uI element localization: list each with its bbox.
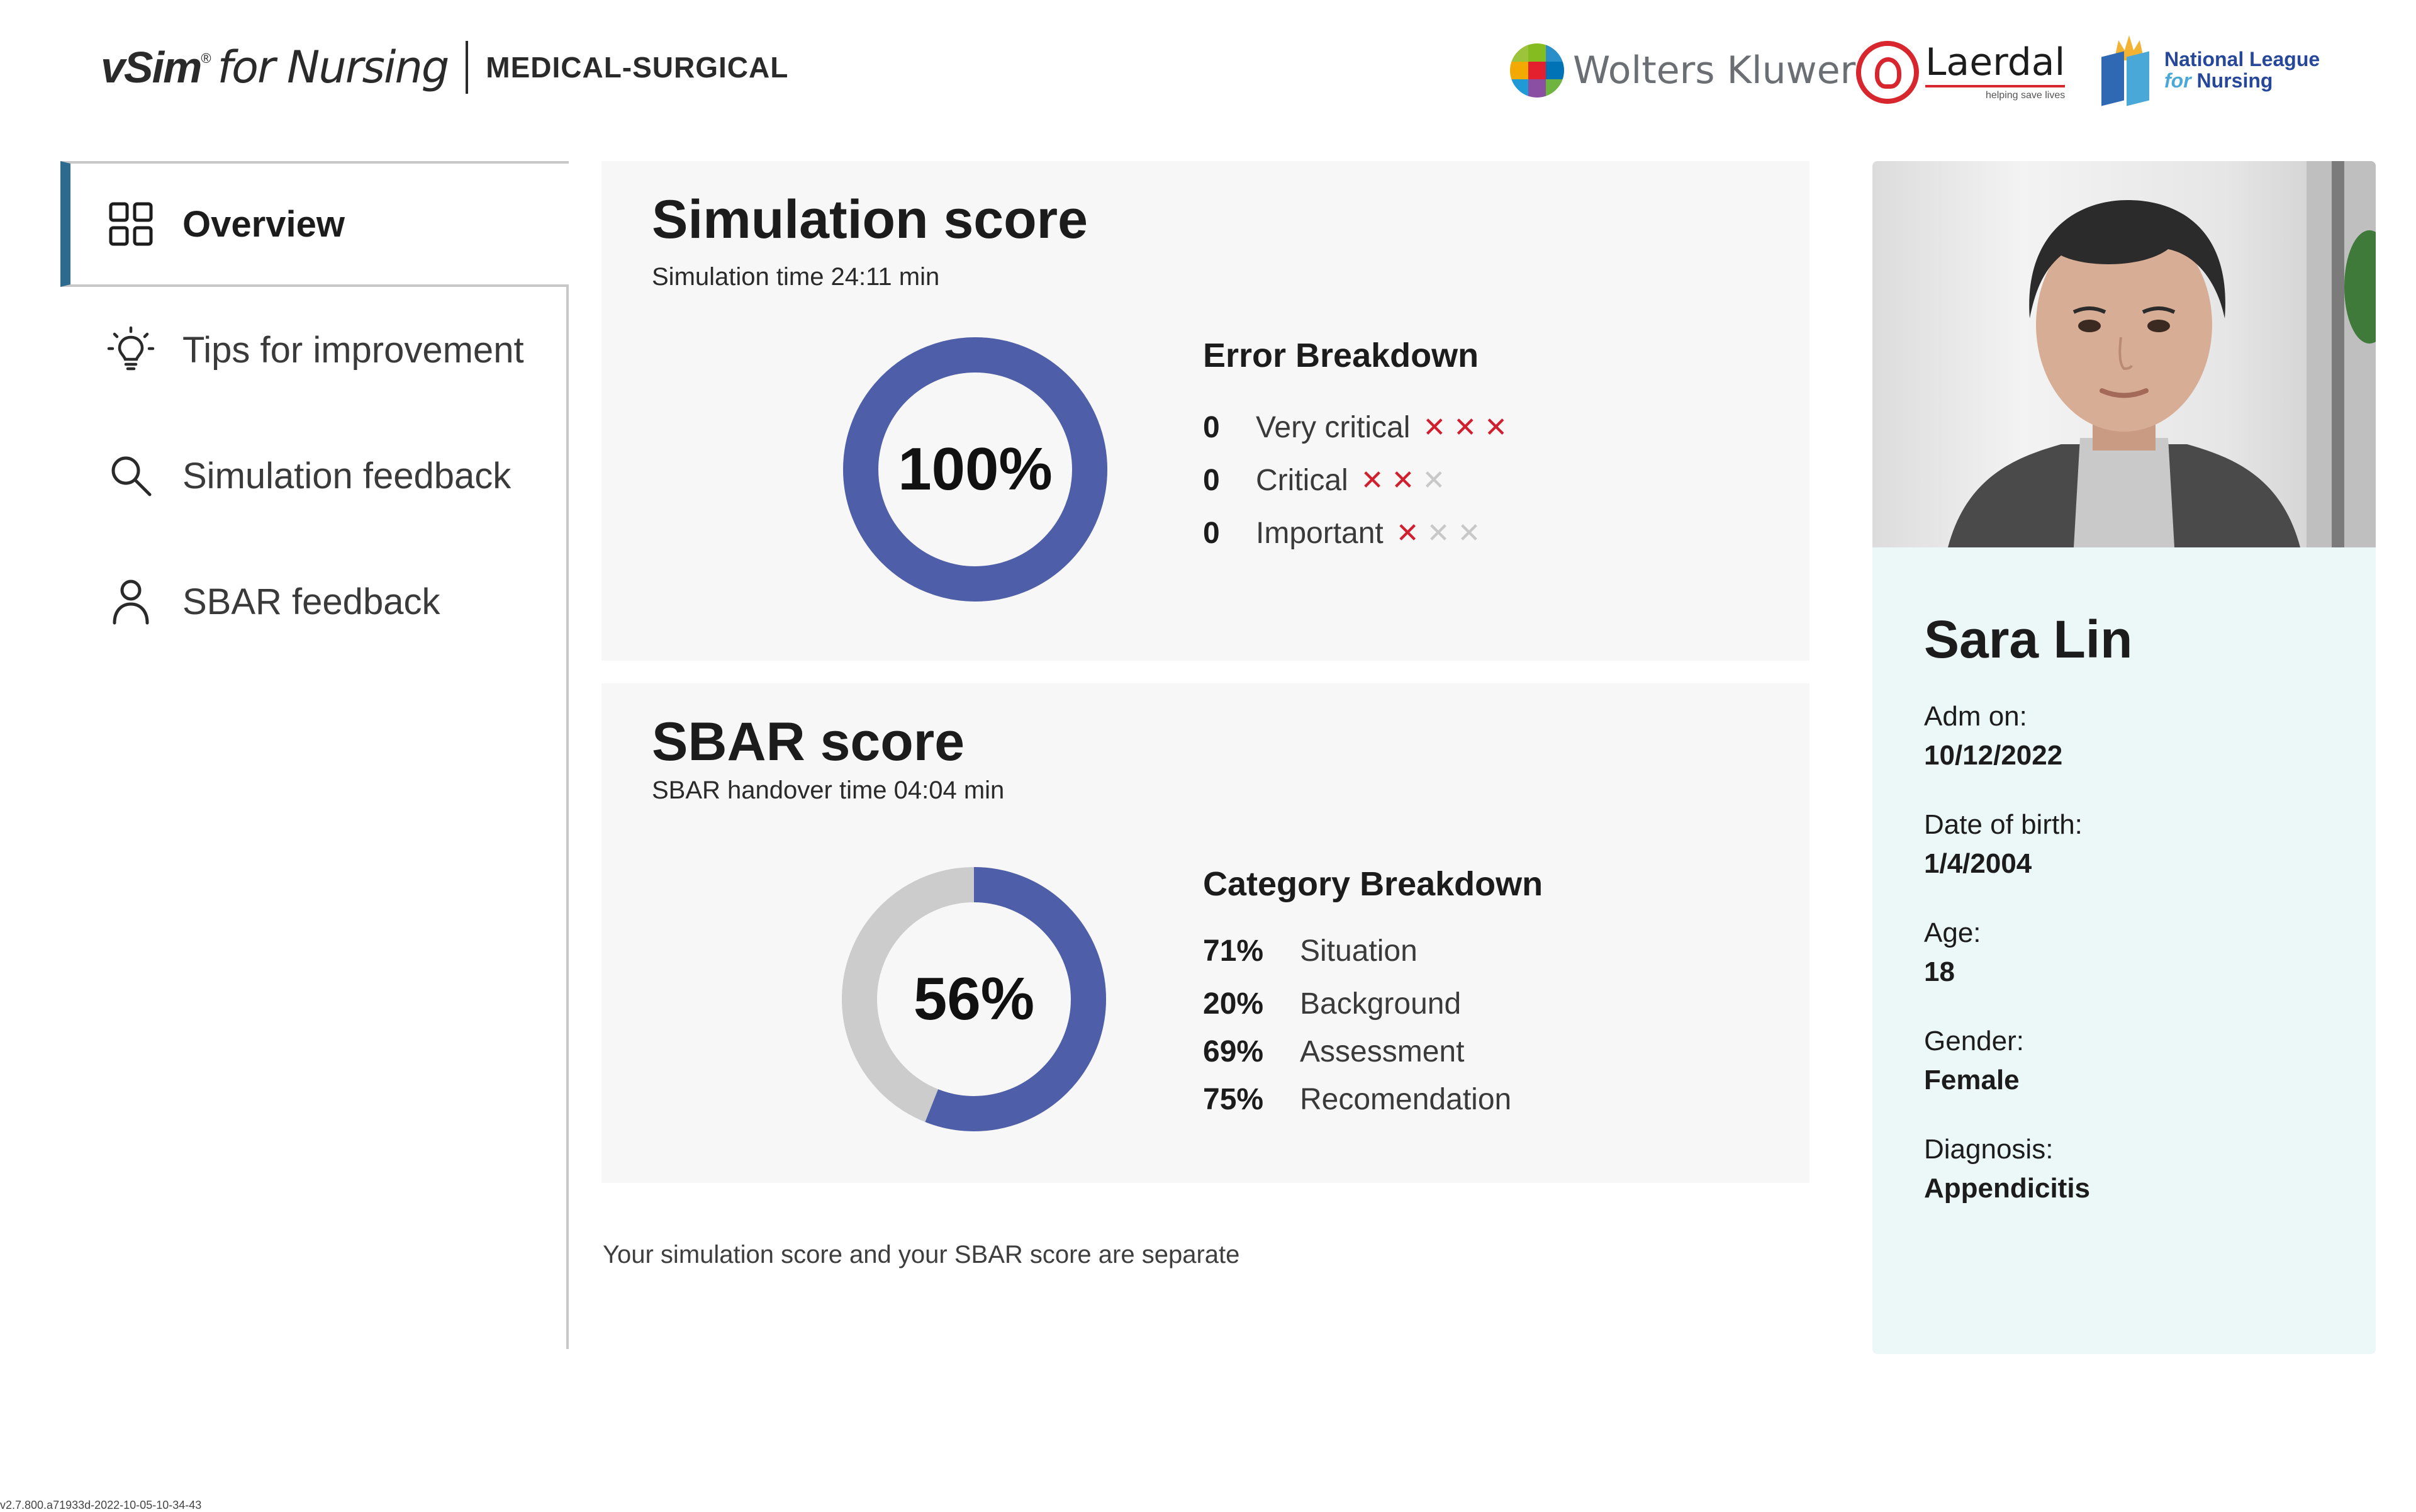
patient-info-panel bbox=[1872, 161, 2376, 1354]
error-row-critical bbox=[1203, 463, 1445, 498]
cross-icon: ✕ bbox=[1423, 412, 1446, 443]
category-percent: 71% bbox=[1203, 934, 1264, 968]
patient-admission bbox=[1924, 697, 2062, 775]
category-label: Recomendation bbox=[1300, 1083, 1512, 1116]
sidebar-nav bbox=[60, 161, 569, 1349]
category-row-background bbox=[1203, 987, 1461, 1021]
field-value: 1/4/2004 bbox=[1924, 848, 2032, 879]
error-breakdown-title: Error Breakdown bbox=[1203, 337, 1479, 374]
field-label: Adm on: bbox=[1924, 701, 2027, 732]
brand-product: MEDICAL-SURGICAL bbox=[486, 51, 789, 84]
grid-icon bbox=[107, 200, 155, 248]
person-icon bbox=[107, 578, 155, 625]
cross-icon: ✕ bbox=[1457, 518, 1481, 549]
sbar-score-title: SBAR score bbox=[652, 712, 965, 772]
laerdal-logo bbox=[1856, 31, 2065, 113]
version-string: v2.7.800.a71933d-2022-10-05-10-34-43 bbox=[0, 1499, 202, 1511]
error-count: 0 bbox=[1203, 517, 1220, 550]
cross-icon: ✕ bbox=[1395, 518, 1419, 549]
laerdal-tagline: helping save lives bbox=[1985, 90, 2066, 101]
error-count: 0 bbox=[1203, 411, 1220, 444]
sidebar-item-tips[interactable] bbox=[60, 287, 566, 413]
nln-logo bbox=[2101, 35, 2320, 104]
error-label: Critical bbox=[1256, 464, 1348, 497]
category-label: Assessment bbox=[1300, 1035, 1465, 1068]
field-value: Female bbox=[1924, 1065, 2020, 1095]
cross-icon: ✕ bbox=[1484, 412, 1508, 443]
sidebar-item-sbar-feedback[interactable] bbox=[60, 539, 566, 664]
brand-divider bbox=[466, 41, 468, 94]
error-row-very-critical bbox=[1203, 410, 1507, 445]
score-separation-note: Your simulation score and your SBAR score are separate bbox=[603, 1241, 1240, 1268]
search-icon bbox=[107, 452, 155, 500]
category-row-assessment bbox=[1203, 1034, 1464, 1069]
simulation-score-card bbox=[601, 161, 1809, 661]
sidebar-item-label: Tips for improvement bbox=[182, 329, 524, 371]
laerdal-icon bbox=[1856, 41, 1919, 104]
brand-vsim: vSim bbox=[101, 43, 201, 92]
patient-name: Sara Lin bbox=[1924, 610, 2133, 669]
sidebar-item-label: Overview bbox=[182, 203, 345, 245]
field-label: Age: bbox=[1924, 917, 1981, 948]
sbar-score-card bbox=[601, 683, 1809, 1183]
wolters-kluwer-logo bbox=[1510, 40, 1855, 101]
category-breakdown-title: Category Breakdown bbox=[1203, 865, 1543, 903]
field-value: Appendicitis bbox=[1924, 1173, 2091, 1204]
category-row-situation bbox=[1203, 934, 1418, 968]
error-row-important bbox=[1203, 516, 1480, 551]
cross-icon: ✕ bbox=[1453, 412, 1477, 443]
severity-marks bbox=[1361, 464, 1446, 496]
severity-marks bbox=[1423, 412, 1507, 444]
category-percent: 20% bbox=[1203, 987, 1264, 1021]
category-row-recomendation bbox=[1203, 1082, 1511, 1117]
patient-gender bbox=[1924, 1022, 2024, 1100]
sbar-handover-time: SBAR handover time 04:04 min bbox=[652, 776, 1005, 804]
sbar-score-donut bbox=[842, 867, 1106, 1131]
patient-diagnosis bbox=[1924, 1130, 2090, 1208]
patient-age bbox=[1924, 914, 1981, 992]
vsim-logo bbox=[101, 33, 788, 102]
category-label: Situation bbox=[1300, 934, 1418, 968]
sidebar-item-overview[interactable] bbox=[60, 161, 569, 287]
category-label: Background bbox=[1300, 987, 1462, 1021]
category-percent: 75% bbox=[1203, 1083, 1264, 1116]
laerdal-text: Laerdal bbox=[1925, 40, 2066, 84]
nln-text-line1: National League bbox=[2164, 48, 2320, 70]
severity-marks bbox=[1396, 517, 1481, 549]
sbar-score-value: 56% bbox=[913, 965, 1035, 1033]
cross-icon: ✕ bbox=[1422, 465, 1446, 496]
simulation-score-value: 100% bbox=[898, 435, 1053, 503]
sidebar-item-label: SBAR feedback bbox=[182, 581, 440, 622]
wolters-kluwer-text: Wolters Kluwer bbox=[1573, 48, 1856, 92]
brand-for-nursing: for Nursing bbox=[217, 42, 449, 93]
sidebar-item-label: Simulation feedback bbox=[182, 455, 512, 496]
simulation-score-donut bbox=[843, 337, 1107, 602]
field-label: Gender: bbox=[1924, 1026, 2024, 1056]
field-label: Date of birth: bbox=[1924, 809, 2083, 840]
brand-registered-mark: ® bbox=[201, 50, 211, 66]
patient-portrait bbox=[1872, 161, 2376, 547]
error-label: Very critical bbox=[1256, 411, 1411, 444]
sidebar-item-simulation-feedback[interactable] bbox=[60, 413, 566, 539]
field-value: 18 bbox=[1924, 956, 1955, 987]
error-label: Important bbox=[1256, 517, 1384, 550]
field-value: 10/12/2022 bbox=[1924, 740, 2063, 771]
category-percent: 69% bbox=[1203, 1035, 1264, 1068]
wolters-kluwer-icon bbox=[1510, 43, 1564, 98]
nln-text-line2: for Nursing bbox=[2164, 69, 2273, 92]
patient-dob bbox=[1924, 805, 2083, 883]
field-label: Diagnosis: bbox=[1924, 1134, 2054, 1165]
cross-icon: ✕ bbox=[1391, 465, 1415, 496]
simulation-score-title: Simulation score bbox=[652, 189, 1088, 250]
lightbulb-icon bbox=[107, 326, 155, 374]
nln-icon bbox=[2101, 35, 2158, 104]
cross-icon: ✕ bbox=[1426, 518, 1450, 549]
simulation-time: Simulation time 24:11 min bbox=[652, 263, 940, 291]
error-count: 0 bbox=[1203, 464, 1220, 497]
cross-icon: ✕ bbox=[1360, 465, 1384, 496]
